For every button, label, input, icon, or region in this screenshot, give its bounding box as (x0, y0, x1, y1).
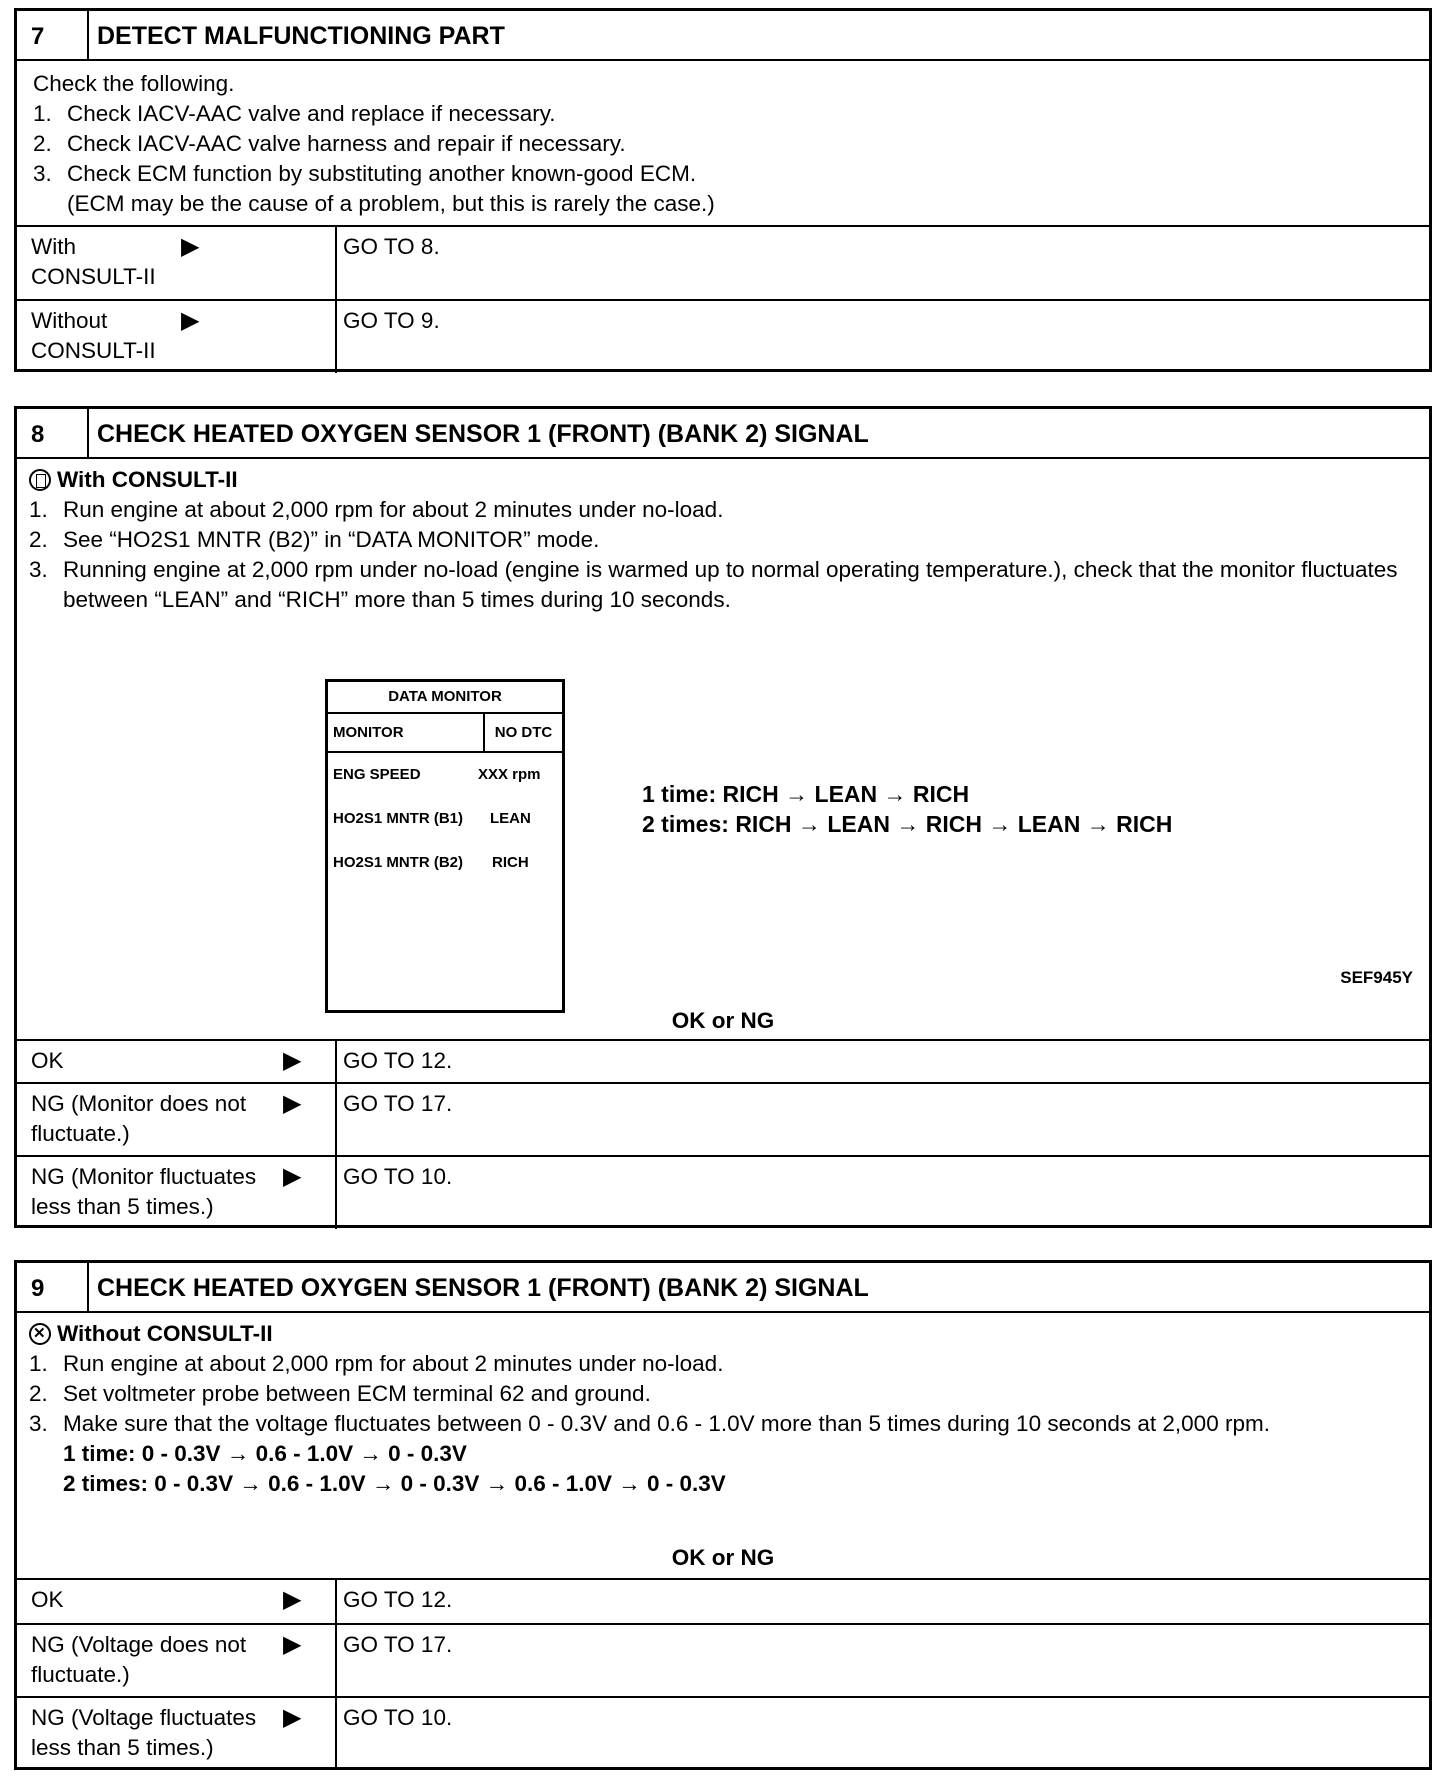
step-title: CHECK HEATED OXYGEN SENSOR 1 (FRONT) (BANK 2) SIGNAL (97, 1274, 869, 1302)
data-monitor-screen (325, 679, 565, 1013)
list-item: 1. Run engine at about 2,000 rpm for about 2 minutes under no-load. (29, 497, 724, 522)
step-7-instructions (17, 61, 1429, 227)
branch-row[interactable] (17, 1625, 1429, 1698)
step-number: 9 (17, 1263, 89, 1311)
branch-row[interactable] (17, 1580, 1429, 1625)
data-monitor-title: DATA MONITOR (328, 682, 562, 714)
step-7-header (17, 11, 1429, 61)
step-9-header (17, 1263, 1429, 1313)
branch-result-link[interactable]: GO TO 8. (343, 234, 440, 259)
branch-row[interactable] (17, 301, 1429, 373)
fluctuation-sequence: 1 time: RICH → LEAN → RICH 2 times: RICH → LEAN → RICH → LEAN → RICH (642, 781, 1173, 837)
note-text: (ECM may be the cause of a problem, but this is rarely the case.) (67, 191, 715, 216)
monitor-column-header: MONITOR (328, 714, 485, 751)
ok-or-ng-label: OK or NG (17, 1538, 1429, 1580)
intro-text: Check the following. (33, 71, 235, 96)
step-number: 7 (17, 11, 89, 59)
ok-or-ng-label: OK or NG (17, 999, 1429, 1041)
branch-result-link[interactable]: GO TO 12. (343, 1048, 453, 1073)
branch-condition: NG (Voltage fluctuates less than 5 times.) (31, 1705, 257, 1760)
step-9-instructions (17, 1313, 1429, 1538)
list-item: 1. Run engine at about 2,000 rpm for about 2 minutes under no-load. (29, 1351, 724, 1376)
branch-result-link[interactable]: GO TO 10. (343, 1705, 453, 1730)
step-title: CHECK HEATED OXYGEN SENSOR 1 (FRONT) (BANK 2) SIGNAL (97, 420, 869, 448)
branch-result-link[interactable]: GO TO 10. (343, 1164, 453, 1189)
arrow-right-icon: ▶ (181, 307, 200, 334)
step-8-header (17, 409, 1429, 459)
list-item: 1. Check IACV-AAC valve and replace if necessary. (33, 101, 556, 126)
branch-condition: OK (31, 1048, 64, 1073)
branch-result-link[interactable]: GO TO 9. (343, 308, 440, 333)
fluctuation-sequence: 1 time: 0 - 0.3V → 0.6 - 1.0V → 0 - 0.3V 2 times: 0 - 0.3V → 0.6 - 1.0V → 0 - 0.3V → 0.6 - 1.0V → 0 - 0.3V (63, 1441, 726, 1496)
dtc-status: NO DTC (494, 724, 553, 741)
list-item: 2. Check IACV-AAC valve harness and repair if necessary. (33, 131, 626, 156)
monitor-item: HO2S1 MNTR (B2) RICH (333, 854, 529, 871)
branch-condition: Without CONSULT-II (31, 308, 156, 363)
step-8-box (14, 406, 1432, 1228)
branch-condition: NG (Monitor fluctuates less than 5 times.) (31, 1164, 257, 1219)
step-number: 8 (17, 409, 89, 457)
arrow-right-icon: ▶ (283, 1586, 302, 1613)
list-item: 2. Set voltmeter probe between ECM terminal 62 and ground. (29, 1381, 651, 1406)
arrow-right-icon: ▶ (283, 1090, 302, 1117)
monitor-item: ENG SPEED XXX rpm (333, 766, 541, 783)
mode-label: Without CONSULT-II (57, 1321, 273, 1346)
list-item: 3. Make sure that the voltage fluctuates between 0 - 0.3V and 0.6 - 1.0V more than 5 times during 10 seconds at 2,000 rpm. (29, 1411, 1270, 1436)
branch-result-link[interactable]: GO TO 17. (343, 1091, 453, 1116)
step-title: DETECT MALFUNCTIONING PART (97, 22, 505, 50)
arrow-right-icon: ▶ (283, 1631, 302, 1658)
list-item: 2. See “HO2S1 MNTR (B2)” in “DATA MONITOR” mode. (29, 527, 600, 552)
arrow-right-icon: ▶ (283, 1704, 302, 1731)
branch-row[interactable] (17, 227, 1429, 301)
branch-row[interactable] (17, 1698, 1429, 1770)
branch-result-link[interactable]: GO TO 17. (343, 1632, 453, 1657)
list-item: 3. Running engine at 2,000 rpm under no-load (engine is warmed up to normal operating temperature.), check that the monitor fluctuates between “LEAN” and “RICH” more than 5 times during 10 seconds. (29, 557, 1398, 612)
mode-label: With CONSULT-II (57, 467, 238, 492)
branch-condition: NG (Monitor does not fluctuate.) (31, 1091, 247, 1146)
branch-condition: NG (Voltage does not fluctuate.) (31, 1632, 247, 1687)
branch-condition: With CONSULT-II (31, 234, 156, 289)
branch-row[interactable] (17, 1041, 1429, 1084)
arrow-right-icon: ▶ (181, 233, 200, 260)
branch-result-link[interactable]: GO TO 12. (343, 1587, 453, 1612)
branch-condition: OK (31, 1587, 64, 1612)
no-consult-icon (29, 1323, 51, 1345)
step-7-box (14, 8, 1432, 372)
branch-row[interactable] (17, 1157, 1429, 1229)
figure-id: SEF945Y (1340, 968, 1413, 987)
monitor-item: HO2S1 MNTR (B1) LEAN (333, 810, 531, 827)
consult-tool-icon (29, 469, 51, 491)
arrow-right-icon: ▶ (283, 1047, 302, 1074)
arrow-right-icon: ▶ (283, 1163, 302, 1190)
list-item: 3. Check ECM function by substituting another known-good ECM. (33, 161, 697, 186)
step-9-box (14, 1260, 1432, 1770)
branch-row[interactable] (17, 1084, 1429, 1157)
step-8-instructions (17, 459, 1429, 999)
